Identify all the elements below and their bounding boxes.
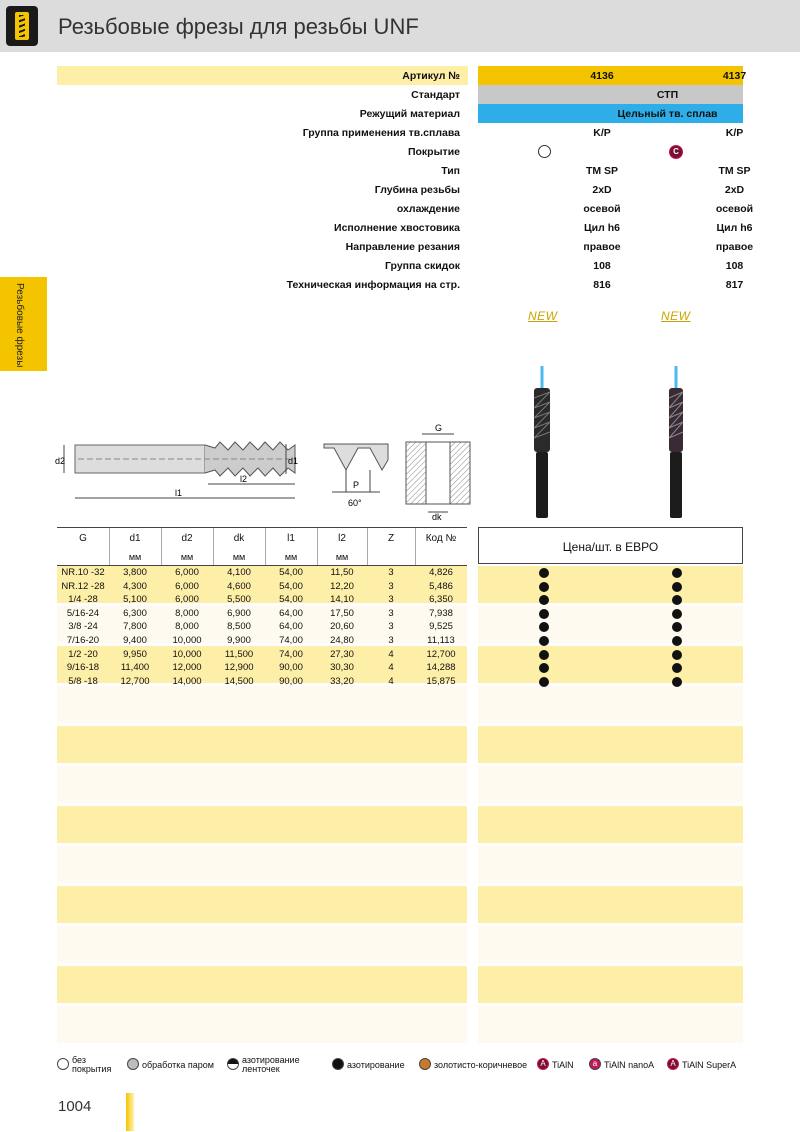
page-bar: [126, 1093, 134, 1131]
table-cell: 11,113: [427, 635, 455, 646]
table-cell: 3,800: [123, 567, 147, 578]
col-header: l1: [287, 533, 295, 544]
table-cell: 6,000: [175, 580, 199, 592]
table-cell: 64,00: [279, 607, 303, 619]
col-unit: мм: [335, 552, 349, 562]
spec-value: TM SP: [585, 165, 619, 177]
availability-dot-icon[interactable]: [539, 622, 549, 632]
table-band: [57, 966, 467, 1003]
table-cell: 14,10: [330, 594, 354, 606]
table-band: [57, 806, 467, 843]
steam-icon: [127, 1058, 139, 1070]
spec-value: 108: [725, 260, 744, 272]
table-cell: 4: [388, 675, 394, 687]
col-header: Z: [387, 533, 395, 544]
availability-dot-icon[interactable]: [672, 622, 682, 632]
margin-nitriding-icon: [227, 1058, 239, 1070]
l1-label: l1: [175, 488, 183, 498]
l2-label: l2: [240, 474, 248, 484]
spec-row: [57, 142, 743, 161]
spec-row: [57, 180, 743, 199]
section-tab-label: Резьбовые фрезы: [14, 283, 25, 368]
legend-label: TiAlN nanoA: [604, 1060, 655, 1070]
availability-row: [479, 594, 743, 606]
spec-value: 817: [725, 279, 744, 291]
spec-label: Покрытие: [407, 146, 460, 158]
col-unit: мм: [232, 552, 246, 562]
tool-dimension-diagram: [50, 420, 310, 520]
table-cell: 14,288: [426, 662, 456, 674]
new-badge: NEW: [528, 309, 558, 323]
col-header: l2: [338, 533, 346, 544]
table-band: [57, 1006, 467, 1043]
table-cell: 54,00: [279, 567, 303, 578]
spec-row: [57, 66, 747, 85]
availability-dot-icon[interactable]: [672, 609, 682, 619]
table-cell: 4,600: [227, 580, 251, 592]
spec-value: 108: [593, 260, 611, 272]
legend-label: TiAlN: [552, 1060, 574, 1070]
table-cell: 15,875: [426, 675, 456, 687]
table-cell: 10,000: [172, 635, 202, 646]
pitch-label: P: [353, 480, 360, 490]
table-row: [57, 567, 467, 579]
availability-row: [479, 621, 743, 633]
availability-dot-icon[interactable]: [539, 650, 549, 660]
table-cell: 64,00: [279, 621, 303, 633]
col-header: dk: [233, 533, 245, 544]
legend-label: азотирование ленточек: [242, 1055, 300, 1074]
dk-label: dk: [432, 512, 442, 520]
table-row: [57, 676, 467, 688]
spec-label: Стандарт: [411, 89, 460, 101]
spec-label: Режущий материал: [359, 108, 460, 120]
price-band: [478, 886, 743, 923]
spec-label: Тип: [441, 165, 460, 177]
spec-value: правое: [583, 241, 621, 253]
table-cell: 20,60: [330, 621, 354, 633]
table-cell: 90,00: [279, 675, 303, 687]
col-header: d2: [181, 533, 193, 544]
table-cell: 11,500: [224, 648, 254, 660]
uncoated-icon: [538, 145, 551, 158]
table-cell: 1/4 -28: [68, 594, 98, 606]
table-cell: 8,000: [175, 607, 199, 619]
table-cell: 3: [388, 621, 394, 633]
price-header-label: Цена/шт. в ЕВРО: [562, 540, 659, 554]
spec-label: охлаждение: [396, 203, 460, 215]
legend-label: TiAlN SuperA: [682, 1060, 737, 1070]
table-cell: 12,000: [172, 662, 202, 674]
spec-value: 2xD: [592, 184, 612, 196]
table-cell: 3: [388, 567, 394, 578]
availability-row: [479, 649, 743, 661]
table-cell: 4: [388, 648, 394, 660]
spec-value: осевой: [583, 203, 621, 215]
tool-logo-icon: [6, 6, 38, 46]
spec-label: Глубина резьбы: [374, 184, 460, 196]
col-header: d1: [129, 533, 141, 544]
tialn-super-icon: A: [667, 1058, 679, 1070]
table-cell: 4,100: [227, 567, 251, 578]
table-cell: 11,50: [330, 567, 354, 578]
availability-row: [479, 662, 743, 674]
table-band: [57, 926, 467, 963]
spec-label: Направление резания: [345, 241, 460, 253]
table-band: [57, 886, 467, 923]
availability-row: [479, 567, 743, 579]
table-row: [57, 581, 467, 593]
availability-row: [479, 608, 743, 620]
spec-row: [57, 161, 751, 180]
table-cell: 90,00: [279, 662, 303, 674]
price-band: [478, 806, 743, 843]
table-cell: 54,00: [279, 594, 303, 606]
col-unit: мм: [284, 552, 298, 562]
table-cell: 7,800: [123, 621, 147, 633]
table-cell: 5,500: [227, 594, 251, 606]
table-cell: 5,100: [123, 594, 147, 606]
table-cell: 3: [388, 594, 394, 606]
table-cell: 5,486: [429, 580, 453, 592]
table-cell: 27,30: [330, 648, 354, 660]
d1-label: d1: [288, 456, 299, 466]
new-badge: NEW: [661, 309, 691, 323]
thread-hole-diagram: [398, 420, 478, 520]
table-cell: 12,20: [330, 580, 354, 592]
spec-value: 816: [593, 279, 611, 291]
spec-label: Группа применения тв.сплава: [302, 127, 460, 139]
price-band: [478, 926, 743, 963]
availability-dot-icon[interactable]: [539, 595, 549, 605]
page-number: 1004: [58, 1098, 92, 1115]
tialn-icon: A: [537, 1058, 549, 1070]
section-tab[interactable]: [0, 277, 47, 371]
table-cell: 4: [388, 662, 394, 674]
table-cell: 6,300: [123, 607, 147, 619]
availability-dot-icon[interactable]: [672, 636, 682, 646]
table-cell: 9,950: [123, 648, 147, 660]
price-band: [478, 846, 743, 883]
legend-label: золотисто-коричневое: [434, 1060, 528, 1070]
availability-row: [479, 635, 743, 647]
col-unit: мм: [128, 552, 142, 562]
g-label: G: [435, 423, 443, 433]
table-cell: 9/16-18: [66, 662, 100, 674]
table-cell: 11,400: [120, 662, 150, 674]
d2-label: d2: [55, 456, 66, 466]
angle-label: 60°: [348, 498, 362, 508]
availability-row: [479, 581, 743, 593]
availability-dot-icon[interactable]: [672, 595, 682, 605]
spec-value: Цельный тв. сплав: [617, 108, 718, 120]
availability-dot-icon[interactable]: [672, 568, 682, 578]
table-cell: 14,500: [224, 675, 254, 687]
table-cell: 12,900: [224, 662, 254, 674]
table-cell: NR.12 -28: [61, 580, 105, 592]
table-row: [57, 621, 467, 633]
price-band: [478, 726, 743, 763]
thread-profile-diagram: [320, 440, 392, 510]
table-cell: 30,30: [330, 662, 354, 674]
table-cell: 6,000: [175, 594, 199, 606]
table-row: [57, 594, 467, 606]
table-band: [57, 686, 467, 723]
spec-value: 4137: [722, 70, 747, 82]
table-cell: 6,350: [429, 594, 453, 606]
legend-label: азотирование: [347, 1060, 405, 1070]
table-row: [57, 649, 467, 661]
table-cell: 9,525: [429, 621, 453, 633]
availability-dot-icon[interactable]: [672, 650, 682, 660]
table-row: [57, 608, 467, 620]
table-cell: 9,900: [227, 635, 251, 646]
price-header: [478, 527, 743, 564]
spec-value: Цил h6: [716, 222, 753, 234]
legend-label: обработка паром: [142, 1060, 214, 1070]
table-cell: 54,00: [279, 580, 303, 592]
spec-value: правое: [715, 241, 754, 253]
spec-row: [57, 218, 753, 237]
table-cell: 4,300: [123, 580, 147, 592]
availability-dot-icon[interactable]: [539, 568, 549, 578]
spec-row: [57, 123, 743, 142]
spec-row: [57, 275, 743, 294]
table-cell: 12,700: [426, 648, 456, 660]
table-cell: 4,826: [429, 567, 453, 578]
data-table-header: [57, 527, 467, 566]
availability-dot-icon[interactable]: [539, 609, 549, 619]
table-cell: 17,50: [330, 607, 354, 619]
availability-dot-icon[interactable]: [539, 636, 549, 646]
table-cell: 3: [388, 607, 394, 619]
spec-label: Техническая информация на стр.: [286, 279, 460, 291]
spec-value: Цил h6: [584, 222, 620, 234]
legend-label: без покрытия: [72, 1055, 112, 1074]
tool-image-4137: [660, 362, 692, 522]
table-row: [57, 635, 467, 647]
spec-value: СТП: [656, 89, 679, 101]
table-row: [57, 662, 467, 674]
gold-brown-icon: [419, 1058, 431, 1070]
tialn-nano-icon: a: [589, 1058, 601, 1070]
availability-dot-icon[interactable]: [539, 677, 549, 687]
spec-row: [57, 85, 743, 104]
spec-label: Группа скидок: [385, 260, 460, 272]
table-cell: 9,400: [123, 635, 147, 646]
availability-row: [479, 676, 743, 688]
coating-legend: [57, 1054, 757, 1076]
table-cell: 24,80: [330, 635, 354, 646]
spec-value: K/P: [725, 127, 744, 139]
uncoated-icon: [57, 1058, 69, 1070]
spec-value: K/P: [593, 127, 611, 139]
table-cell: 7/16-20: [66, 635, 100, 646]
table-band: [57, 846, 467, 883]
table-cell: NR.10 -32: [61, 567, 105, 578]
table-cell: 3: [388, 580, 394, 592]
spec-row: [57, 256, 743, 275]
coating-c-icon: C: [669, 145, 683, 159]
availability-dot-icon[interactable]: [672, 582, 682, 592]
availability-dot-icon[interactable]: [672, 663, 682, 673]
tool-image-4136: [526, 362, 558, 522]
table-cell: 5/8 -18: [68, 675, 98, 687]
availability-dot-icon[interactable]: [672, 677, 682, 687]
table-cell: 10,000: [172, 648, 202, 660]
col-unit: мм: [180, 552, 194, 562]
spec-value: 2xD: [724, 184, 745, 196]
spec-row: [57, 199, 754, 218]
price-band: [478, 1006, 743, 1043]
table-cell: 8,000: [175, 621, 199, 633]
spec-value: осевой: [715, 203, 754, 215]
table-cell: 6,900: [227, 607, 251, 619]
page-title: Резьбовые фрезы для резьбы UNF: [58, 14, 419, 39]
spec-row: [57, 104, 743, 123]
spec-value: TM SP: [718, 165, 751, 177]
table-cell: 3/8 -24: [68, 621, 98, 633]
table-cell: 33,20: [330, 675, 354, 687]
table-cell: 74,00: [279, 635, 303, 646]
table-cell: 6,000: [175, 567, 199, 578]
spec-label: Артикул №: [402, 70, 460, 82]
price-band: [478, 766, 743, 803]
table-cell: 5/16-24: [66, 607, 100, 619]
col-header: G: [79, 533, 87, 544]
table-cell: 12,700: [120, 675, 150, 687]
availability-dot-icon[interactable]: [539, 663, 549, 673]
col-header: Код №: [425, 533, 457, 544]
table-band: [57, 726, 467, 763]
table-band: [57, 766, 467, 803]
availability-dot-icon[interactable]: [539, 582, 549, 592]
table-cell: 8,500: [227, 621, 251, 633]
table-cell: 14,000: [172, 675, 202, 687]
table-cell: 7,938: [429, 607, 453, 619]
table-cell: 1/2 -20: [68, 648, 98, 660]
table-cell: 3: [388, 635, 394, 646]
table-cell: 74,00: [279, 648, 303, 660]
price-band: [478, 966, 743, 1003]
price-band: [478, 686, 743, 723]
nitriding-icon: [332, 1058, 344, 1070]
spec-label: Исполнение хвостовика: [334, 222, 460, 234]
spec-value: 4136: [590, 70, 614, 82]
spec-row: [57, 237, 754, 256]
